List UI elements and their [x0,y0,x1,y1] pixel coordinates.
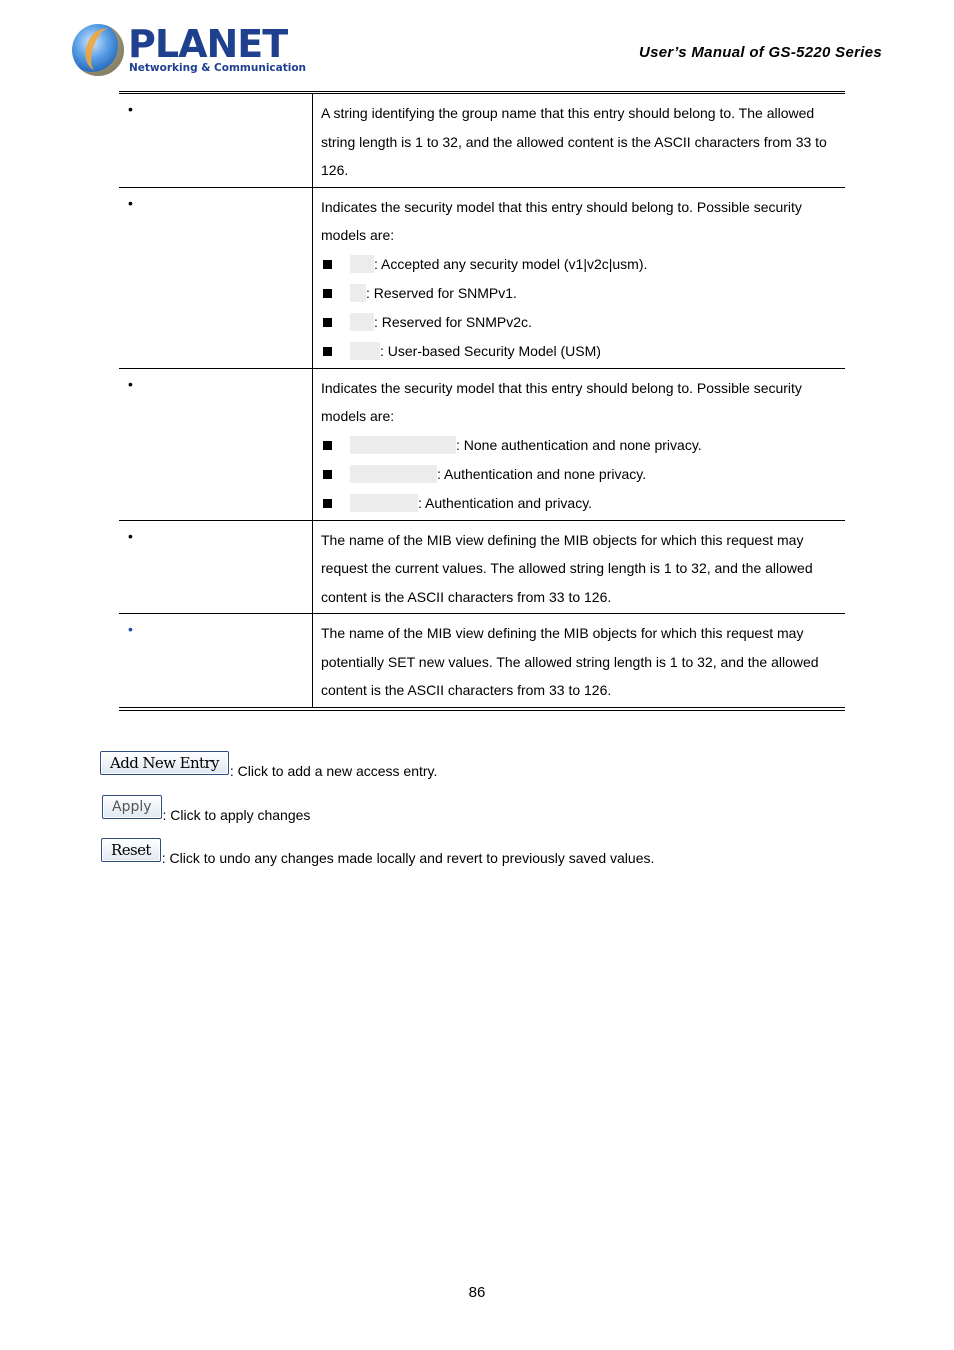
option-value-box [350,436,456,454]
option-item [321,308,837,337]
square-bullet-icon [323,260,332,269]
planet-logo [72,22,307,78]
bullet-icon: • [128,375,133,392]
param-name-cell [119,368,313,520]
table-row [119,93,845,188]
param-description: Indicates the security model that this entry should belong to. Possible security models are: [321,198,802,243]
bullet-icon: • [128,621,133,637]
option-item [321,431,837,460]
option-text: : Accepted any security model (v1|v2c|usm). [374,255,648,272]
param-description: The name of the MIB view defining the MIB objects for which this request may request the current values. The allowed string length is 1 to 32, and the allowed content is the ASCII characters from 33 to 126. [321,531,813,605]
logo-subtitle: Networking & Communication [129,62,307,74]
option-text: : Authentication and privacy. [418,494,593,511]
option-item [321,337,837,366]
manual-title: User’s Manual of GS-5220 Series [638,44,882,61]
table-row [119,520,845,614]
apply-description: : Click to apply changes [162,807,311,823]
reset-description: : Click to undo any changes made locally and revert to previously saved values. [161,850,655,866]
square-bullet-icon [323,318,332,327]
parameter-table [119,91,845,711]
table-row [119,614,845,709]
param-name-cell [119,614,313,709]
param-desc-cell [313,187,846,368]
param-desc-cell [313,614,846,709]
add-new-entry-description: : Click to add a new access entry. [229,763,438,779]
option-value-box [350,313,374,331]
option-value-box [350,342,380,360]
param-desc-cell [313,368,846,520]
bullet-icon: • [128,527,133,544]
option-text: : User-based Security Model (USM) [380,342,601,359]
option-value-box [350,284,366,302]
add-entry-line [100,751,438,779]
bullet-icon: • [128,194,133,211]
option-item [321,460,837,489]
param-description: A string identifying the group name that this entry should belong to. The allowed string length is 1 to 32, and the allowed content is the ASCII characters from 33 to 126. [321,105,827,178]
param-description: Indicates the security model that this entry should belong to. Possible security models are: [321,379,802,424]
add-new-entry-button[interactable]: Add New Entry [100,751,229,775]
option-text: : Authentication and none privacy. [437,465,647,482]
option-item [321,250,837,279]
option-text: : Reserved for SNMPv1. [366,284,517,301]
square-bullet-icon [323,289,332,298]
option-value-box [350,494,418,512]
option-item [321,489,837,518]
param-description: The name of the MIB view defining the MIB objects for which this request may potentially SET new values. The allowed string length is 1 to 32, and the allowed content is the ASCII characters from 33 to 126. [321,625,819,698]
page-number: 86 [468,1284,486,1301]
square-bullet-icon [323,470,332,479]
logo-text: PLANET [128,22,288,66]
table-row [119,187,845,368]
option-text: : Reserved for SNMPv2c. [374,313,532,330]
param-desc-cell [313,520,846,614]
param-name-cell [119,520,313,614]
square-bullet-icon [323,347,332,356]
reset-line [101,838,655,866]
param-desc-cell [313,93,846,188]
param-name-cell [119,187,313,368]
table-row [119,368,845,520]
apply-button[interactable]: Apply [102,795,162,819]
apply-line [102,795,311,823]
square-bullet-icon [323,441,332,450]
option-text: : None authentication and none privacy. [456,436,702,453]
option-value-box [350,255,374,273]
square-bullet-icon [323,499,332,508]
reset-button[interactable]: Reset [101,838,161,862]
option-item [321,279,837,308]
option-value-box [350,465,437,483]
param-name-cell [119,93,313,188]
bullet-icon: • [128,101,133,117]
